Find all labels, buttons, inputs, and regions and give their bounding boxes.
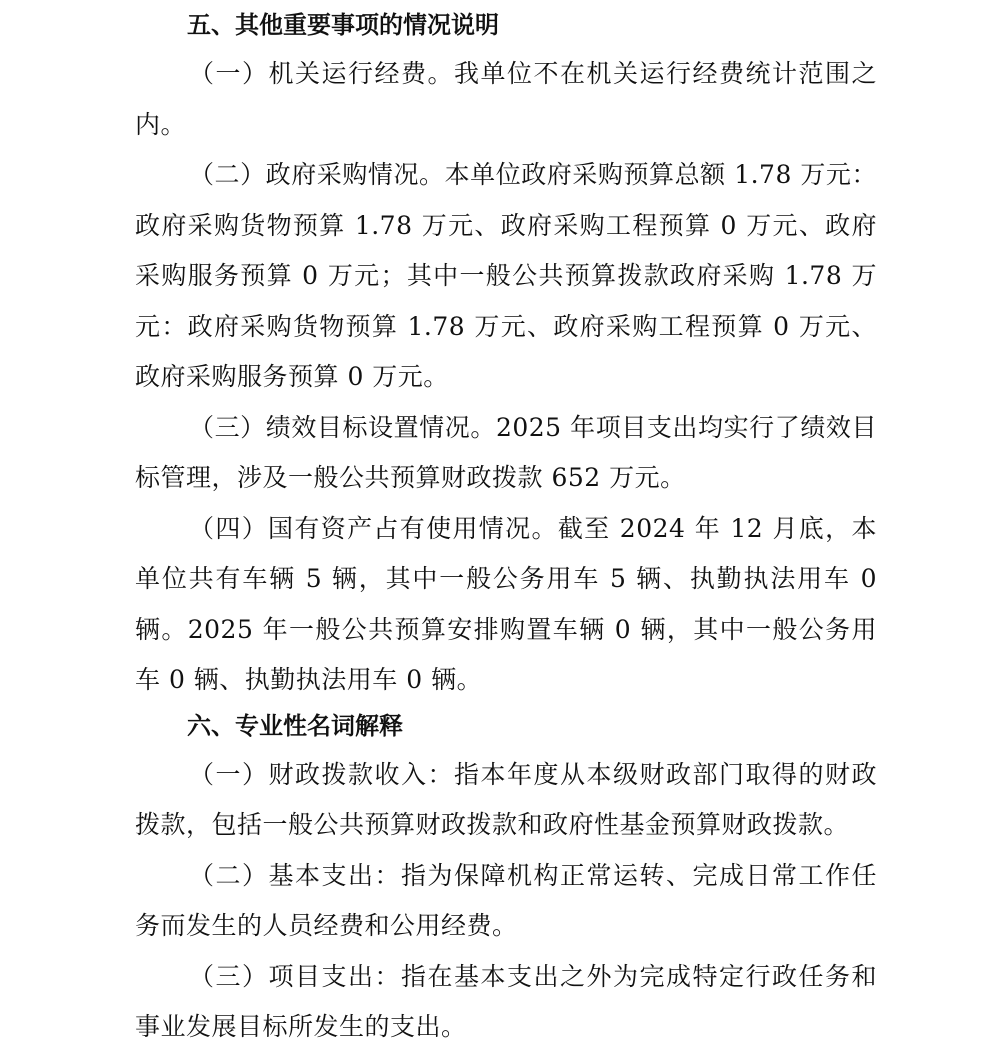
item-body: 2025 年项目支出均实行了绩效目标管理，涉及一般公共预算财政拨款 652 万元。 <box>135 412 877 492</box>
item-lead: （三）项目支出： <box>189 961 401 991</box>
section-6-heading: 六、专业性名词解释 <box>187 711 403 740</box>
item-lead: （四）国有资产占有使用情况。 <box>189 513 558 543</box>
item-lead: （三）绩效目标设置情况。 <box>189 412 496 442</box>
item-body: 指本年度从本级财政部门取得的财政拨款，包括一般公共预算财政拨款和政府性基金预算财政拨款。 <box>135 759 877 839</box>
section-6-item-3 <box>135 952 877 1053</box>
item-lead: （一）财政拨款收入： <box>189 759 454 789</box>
section-5-item-1 <box>135 49 877 150</box>
section-5-heading: 五、其他重要事项的情况说明 <box>187 11 499 39</box>
section-5-item-2 <box>135 150 877 403</box>
item-body: 指在基本支出之外为完成特定行政任务和事业发展目标所发生的支出。 <box>135 961 877 1041</box>
document-page <box>135 6 877 1053</box>
item-body: 本单位政府采购预算总额 1.78 万元：政府采购货物预算 1.78 万元、政府采购工程预算 0 万元、政府采购服务预算 0 万元；其中一般公共预算拨款政府采购 1.78 万元：政府采购货物预算 1.78 万元、政府采购工程预算 0 万元、政府采购服务预算 0 万元。 <box>135 160 877 391</box>
item-lead: （二）政府采购情况。 <box>189 160 445 189</box>
item-lead: （二）基本支出： <box>189 860 401 890</box>
item-body: 指为保障机构正常运转、完成日常工作任务而发生的人员经费和公用经费。 <box>135 860 877 940</box>
section-5-item-4 <box>135 504 877 706</box>
item-body: 截至 2024 年 12 月底，本单位共有车辆 5 辆，其中一般公务用车 5 辆、执勤执法用车 0 辆。2025 年一般公共预算安排购置车辆 0 辆，其中一般公务用车 0 辆、执勤执法用车 0 辆。 <box>135 513 877 694</box>
section-6-item-2 <box>135 851 877 952</box>
item-body: 我单位不在机关运行经费统计范围之内。 <box>135 59 877 139</box>
section-6-item-1 <box>135 750 877 851</box>
section-5-item-3 <box>135 403 877 504</box>
item-lead: （一）机关运行经费。 <box>189 59 454 88</box>
